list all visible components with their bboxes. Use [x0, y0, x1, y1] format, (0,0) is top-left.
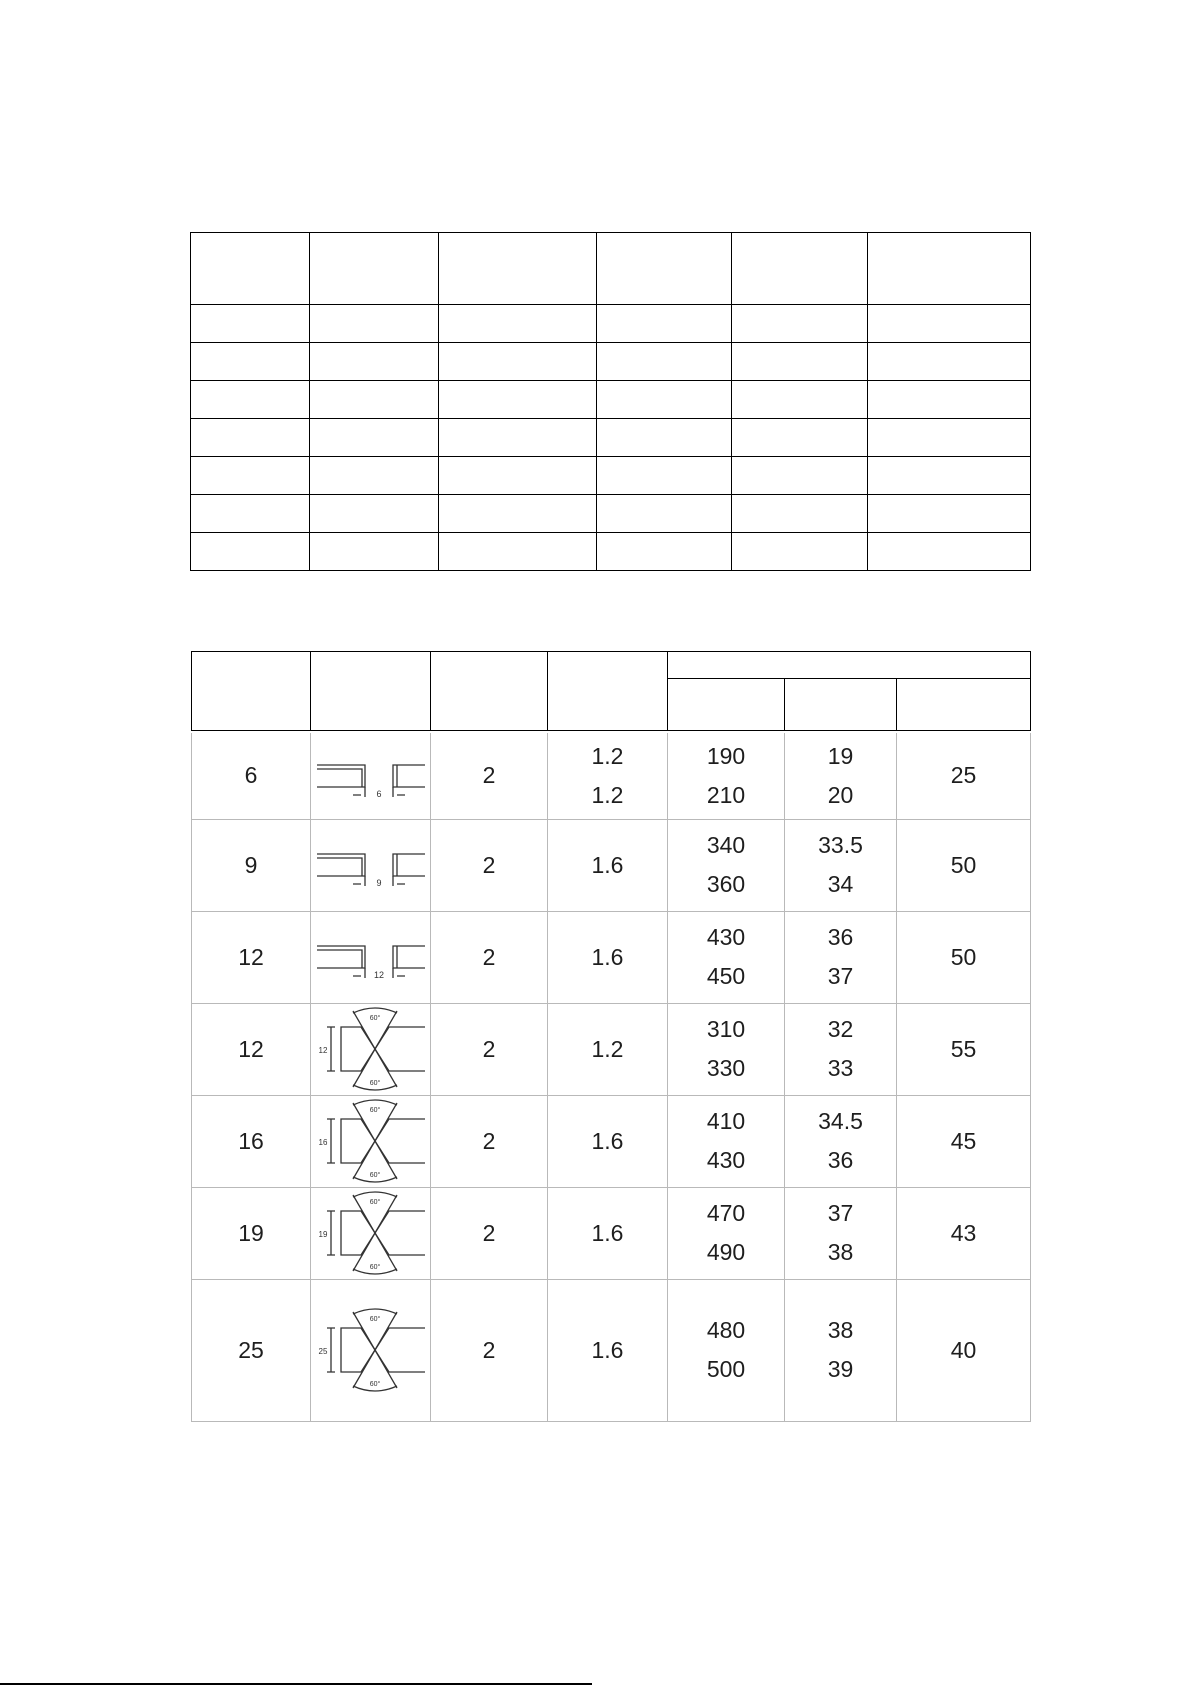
cell-value: 34.5: [818, 1108, 863, 1134]
cell-value: 1.2: [591, 742, 624, 769]
thickness-cell: [192, 1279, 311, 1421]
table-body: [192, 733, 1031, 1421]
voltage-cell: [785, 1279, 897, 1421]
groove-angle-label: 60°: [369, 1199, 381, 1206]
cell-value: 33: [827, 1055, 854, 1081]
current-cell: [668, 819, 785, 911]
cell-value: 1.2: [591, 1035, 624, 1062]
wire-diameter-cell: [548, 819, 668, 911]
cell-value: 430: [706, 1147, 746, 1173]
cell-value: 1.6: [591, 943, 624, 970]
cell-value: 310: [706, 1016, 746, 1042]
cell-value: 43: [950, 1219, 977, 1246]
current-cell: [668, 911, 785, 1003]
cell-value: 2: [482, 1035, 496, 1062]
groove-angle-label: 60°: [369, 1264, 381, 1271]
cell-value: 330: [706, 1055, 746, 1081]
current-cell: [668, 1187, 785, 1279]
groove-angle-label: 60°: [369, 1381, 381, 1388]
table-row: [191, 419, 1031, 457]
cell-value: 19: [827, 742, 854, 769]
cell-value: 410: [706, 1108, 746, 1134]
cell-value: 360: [706, 871, 746, 897]
speed-cell: [897, 1187, 1031, 1279]
x-groove-joint-icon: [313, 1097, 429, 1185]
cell-value: 32: [827, 1016, 854, 1042]
welding-parameters-table: [191, 733, 1031, 1422]
cell-value: 6: [244, 762, 258, 789]
layers-cell: [431, 1095, 548, 1187]
thickness-dimension-label: 12: [318, 1046, 328, 1055]
cell-value: 1.2: [591, 781, 624, 808]
current-cell: [668, 1279, 785, 1421]
cell-value: 2: [482, 762, 496, 789]
table-row: [191, 381, 1031, 419]
cell-value: 2: [482, 943, 496, 970]
table-header-row: [191, 233, 1031, 305]
table-row: [192, 1187, 1031, 1279]
table-row: [191, 457, 1031, 495]
joint-diagram-cell: [311, 1187, 431, 1279]
wire-diameter-cell: [548, 1279, 668, 1421]
table-row: [191, 343, 1031, 381]
x-groove-joint-icon: [313, 1306, 429, 1394]
voltage-cell: [785, 733, 897, 819]
wire-diameter-cell: [548, 733, 668, 819]
cell-value: 12: [238, 1035, 264, 1062]
cell-value: 2: [482, 1219, 496, 1246]
groove-angle-label: 60°: [369, 1080, 381, 1087]
cell-value: 38: [827, 1317, 854, 1343]
cell-value: 50: [950, 851, 977, 878]
cell-value: 25: [238, 1336, 264, 1363]
thickness-cell: [192, 1187, 311, 1279]
thickness-dimension-label: 19: [318, 1230, 328, 1239]
welding-table-header: [191, 651, 1031, 731]
current-cell: [668, 1003, 785, 1095]
table-row: [191, 533, 1031, 571]
layers-cell: [431, 1279, 548, 1421]
cell-value: 37: [827, 963, 854, 989]
cell-value: 1.6: [591, 1127, 624, 1154]
cell-value: 38: [827, 1239, 854, 1265]
layers-cell: [431, 733, 548, 819]
table-row: [192, 911, 1031, 1003]
cell-value: 490: [706, 1239, 746, 1265]
layers-cell: [431, 1003, 548, 1095]
layers-cell: [431, 819, 548, 911]
thickness-cell: [192, 1003, 311, 1095]
gap-label: 12: [373, 970, 385, 980]
table-row: [191, 495, 1031, 533]
cell-value: 450: [706, 963, 746, 989]
cell-value: 1.6: [591, 1336, 624, 1363]
x-groove-joint-icon: [313, 1005, 429, 1093]
cell-value: 33.5: [818, 832, 863, 858]
speed-cell: [897, 819, 1031, 911]
groove-angle-label: 60°: [369, 1015, 381, 1022]
x-groove-joint-icon: [313, 1189, 429, 1277]
cell-value: 500: [706, 1356, 746, 1382]
table-row: [192, 819, 1031, 911]
gap-label: 9: [376, 878, 382, 888]
cell-value: 1.6: [591, 1219, 624, 1246]
layers-cell: [431, 911, 548, 1003]
cell-value: 2: [482, 1127, 496, 1154]
cell-value: 37: [827, 1200, 854, 1226]
table-row: [191, 305, 1031, 343]
speed-cell: [897, 1095, 1031, 1187]
wire-diameter-cell: [548, 1187, 668, 1279]
cell-value: 36: [827, 1147, 854, 1173]
wire-diameter-cell: [548, 1095, 668, 1187]
cell-value: 470: [706, 1200, 746, 1226]
cell-value: 40: [950, 1336, 977, 1363]
joint-diagram-cell: [311, 1003, 431, 1095]
joint-diagram-cell: [311, 819, 431, 911]
i-groove-joint-icon: [313, 932, 429, 982]
current-cell: [668, 733, 785, 819]
speed-cell: [897, 911, 1031, 1003]
voltage-cell: [785, 1187, 897, 1279]
cell-value: 19: [238, 1219, 264, 1246]
cell-value: 480: [706, 1317, 746, 1343]
wire-diameter-cell: [548, 1003, 668, 1095]
cell-value: 39: [827, 1356, 854, 1382]
table-row: [192, 733, 1031, 819]
cell-value: 340: [706, 832, 746, 858]
cell-value: 12: [238, 943, 264, 970]
cell-value: 20: [827, 781, 854, 808]
table-row: [192, 1003, 1031, 1095]
groove-angle-label: 60°: [369, 1107, 381, 1114]
i-groove-joint-icon: [313, 751, 429, 801]
speed-cell: [897, 1279, 1031, 1421]
thickness-dimension-label: 16: [318, 1138, 328, 1147]
speed-cell: [897, 1003, 1031, 1095]
empty-grid-table: [190, 232, 1031, 571]
table-row: [192, 1279, 1031, 1421]
thickness-cell: [192, 911, 311, 1003]
cell-value: 55: [950, 1035, 977, 1062]
wire-diameter-cell: [548, 911, 668, 1003]
current-cell: [668, 1095, 785, 1187]
groove-angle-label: 60°: [369, 1172, 381, 1179]
cell-value: 34: [827, 871, 854, 897]
cell-value: 210: [706, 781, 746, 808]
joint-diagram-cell: [311, 733, 431, 819]
table-header-row: [192, 652, 1031, 679]
voltage-cell: [785, 911, 897, 1003]
joint-diagram-cell: [311, 1095, 431, 1187]
thickness-dimension-label: 25: [318, 1347, 328, 1356]
table-row: [192, 1095, 1031, 1187]
voltage-cell: [785, 819, 897, 911]
i-groove-joint-icon: [313, 840, 429, 890]
cell-value: 2: [482, 851, 496, 878]
cell-value: 190: [706, 742, 746, 769]
groove-angle-label: 60°: [369, 1316, 381, 1323]
layers-cell: [431, 1187, 548, 1279]
thickness-cell: [192, 1095, 311, 1187]
cell-value: 25: [950, 762, 977, 789]
voltage-cell: [785, 1095, 897, 1187]
gap-label: 6: [376, 788, 382, 799]
joint-diagram-cell: [311, 911, 431, 1003]
cell-value: 50: [950, 943, 977, 970]
thickness-cell: [192, 733, 311, 819]
voltage-cell: [785, 1003, 897, 1095]
group-header-cell: [668, 652, 1031, 679]
cell-value: 430: [706, 924, 746, 950]
joint-diagram-cell: [311, 1279, 431, 1421]
cell-value: 9: [244, 851, 258, 878]
cell-value: 36: [827, 924, 854, 950]
thickness-cell: [192, 819, 311, 911]
cell-value: 16: [238, 1127, 264, 1154]
speed-cell: [897, 733, 1031, 819]
cell-value: 1.6: [591, 851, 624, 878]
cell-value: 2: [482, 1336, 496, 1363]
cell-value: 45: [950, 1127, 977, 1154]
